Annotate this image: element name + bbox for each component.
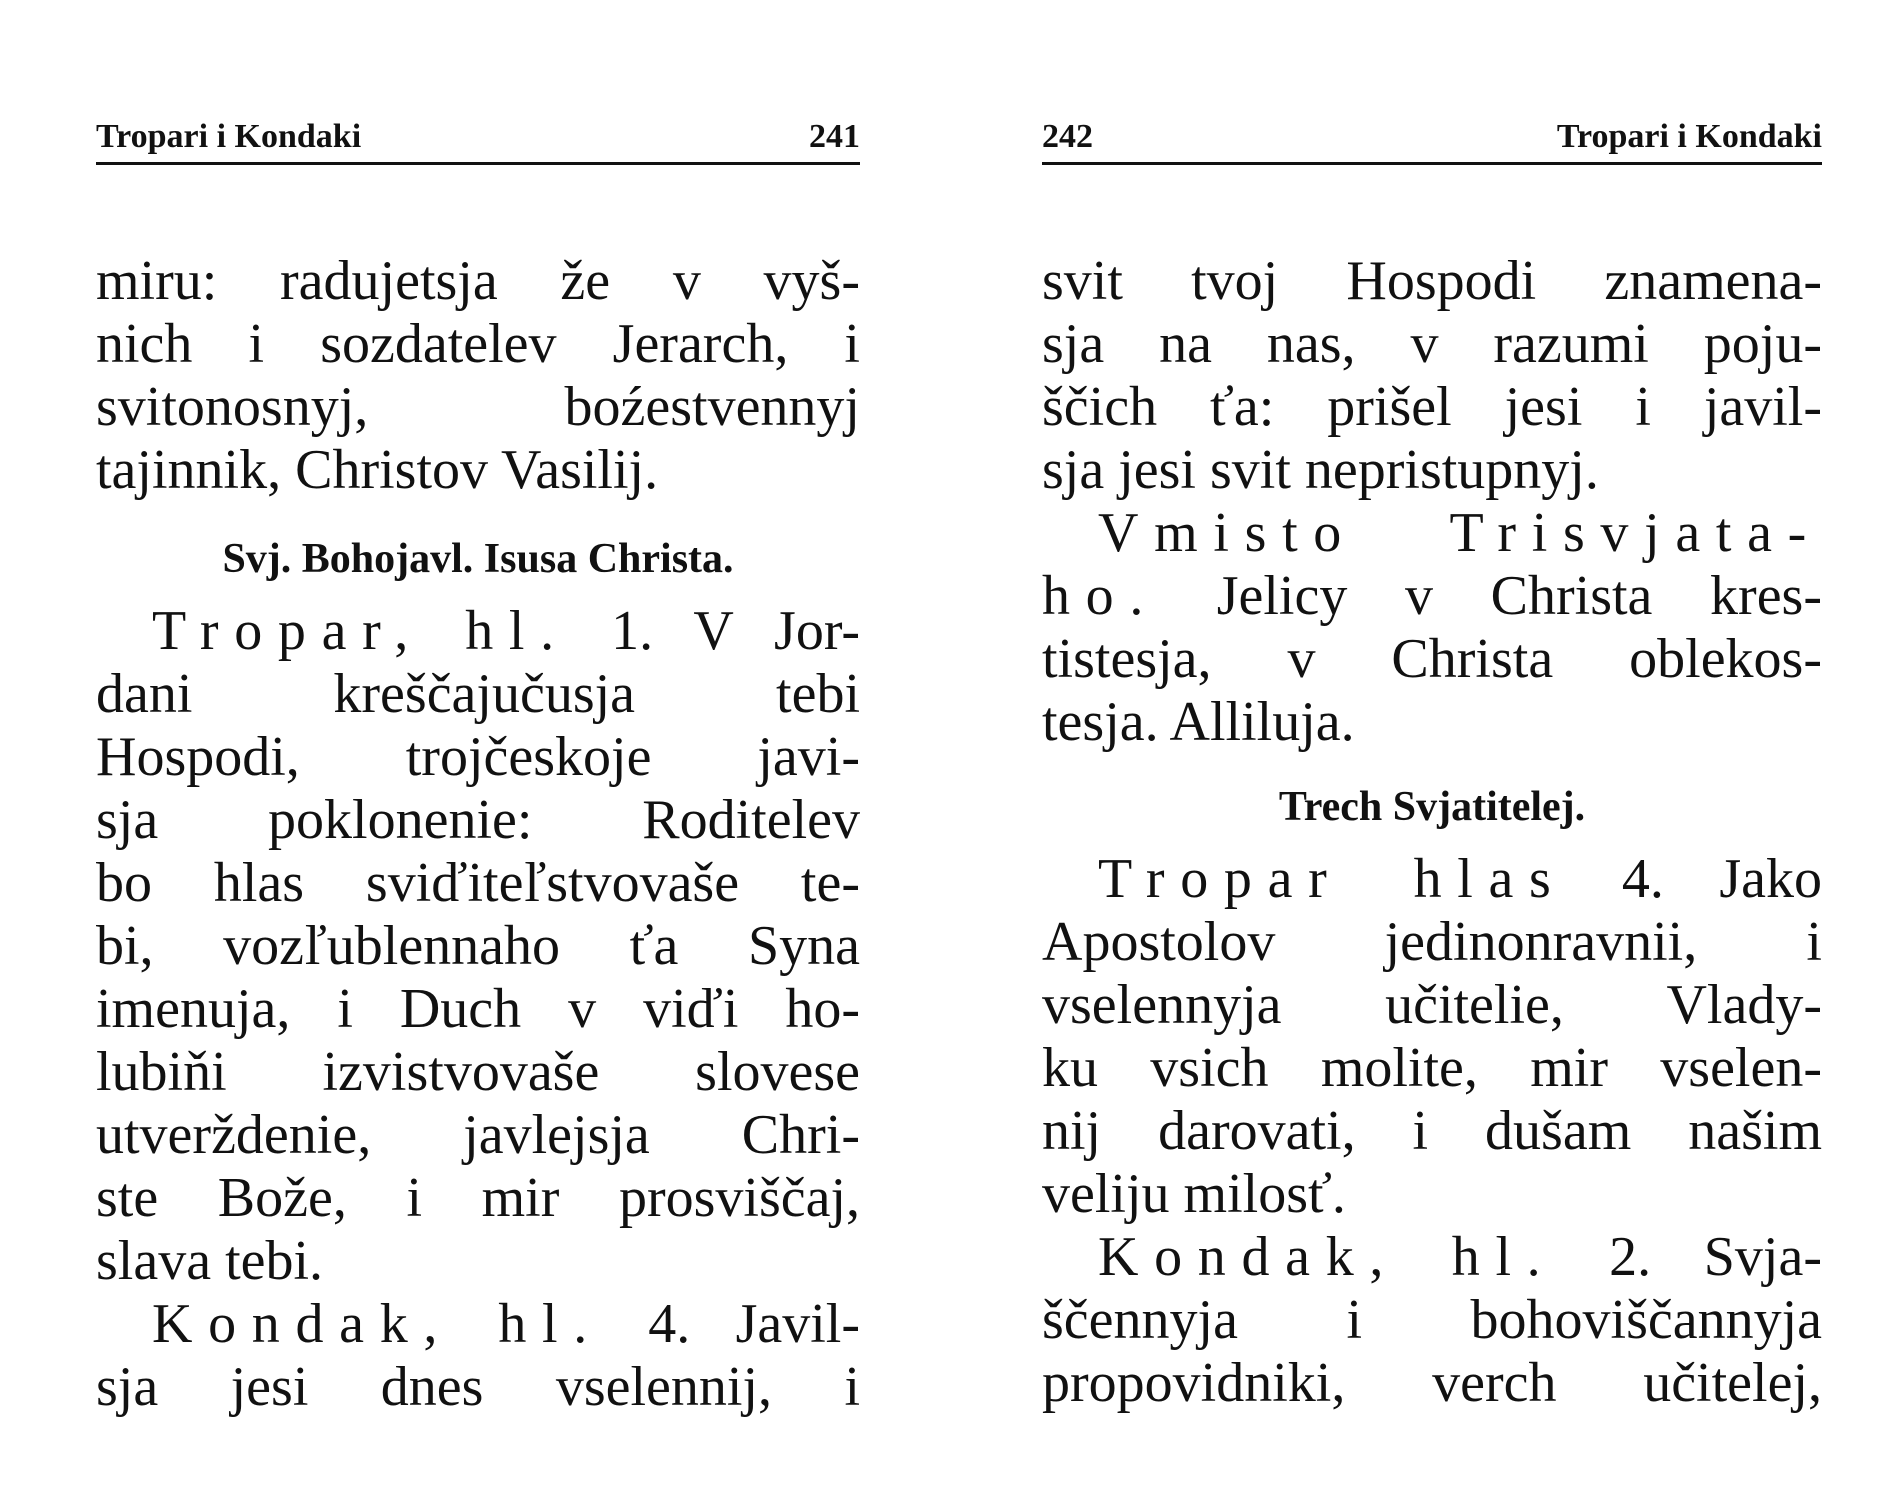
tropar-first-line bbox=[1042, 848, 1822, 911]
tropar-tone: hl. bbox=[465, 600, 570, 662]
right-page bbox=[1042, 0, 1822, 1500]
tropar-first-line bbox=[96, 600, 860, 663]
left-paragraph-1 bbox=[96, 250, 860, 502]
text-line: sja jesi dnes vselennij, i bbox=[96, 1356, 860, 1418]
text-line: propovidniki, verch učitelej, bbox=[1042, 1352, 1822, 1414]
text-line: miru: radujetsja že v vyš- bbox=[96, 250, 860, 312]
kondak-label: Kondak, bbox=[1098, 1226, 1400, 1288]
vmisto-second-line bbox=[1042, 565, 1822, 628]
text-line: imenuja, i Duch v viďi ho- bbox=[96, 978, 860, 1040]
text-line: ščich ťa: prišel jesi i javil- bbox=[1042, 376, 1822, 438]
right-running-title: Tropari i Kondaki bbox=[1556, 118, 1822, 155]
left-page bbox=[96, 0, 860, 1500]
right-page-number: 242 bbox=[1042, 118, 1093, 155]
text-line: tajinnik, Christov Vasilij. bbox=[96, 439, 659, 501]
text-line: bi, vozľublennaho ťa Syna bbox=[96, 915, 860, 977]
left-page-number: 241 bbox=[809, 118, 860, 155]
tropar-label: Tropar hlas bbox=[1098, 848, 1567, 910]
text-line: nich i sozdatelev Jerarch, i bbox=[96, 313, 860, 375]
vmisto-rest: Jelicy v Christa kres- bbox=[1216, 565, 1822, 627]
kondak-first-line bbox=[1042, 1226, 1822, 1289]
kondak-tone: hl. bbox=[1451, 1226, 1557, 1288]
left-running-title: Tropari i Kondaki bbox=[96, 118, 362, 155]
kondak-label: Kondak, bbox=[152, 1293, 454, 1355]
kondak-tone: hl. bbox=[498, 1293, 603, 1355]
text-line: sja na nas, v razumi poju- bbox=[1042, 313, 1822, 375]
left-section-heading: Svj. Bohojavl. Isusa Christa. bbox=[222, 536, 734, 582]
kondak-first-line bbox=[96, 1293, 860, 1356]
right-paragraph-1 bbox=[1042, 250, 1822, 754]
kondak-first-line-rest: 2. Svja- bbox=[1609, 1226, 1822, 1288]
text-line: slava tebi. bbox=[96, 1230, 324, 1292]
right-paragraph-2 bbox=[1042, 848, 1822, 1415]
text-line: Hospodi, trojčeskoje javi- bbox=[96, 726, 860, 788]
vmisto-first-line bbox=[1042, 502, 1822, 565]
tropar-first-line-rest: 1. V Jor- bbox=[611, 600, 861, 662]
left-paragraph-2 bbox=[96, 600, 860, 1419]
text-line: sja jesi svit nepristupnyj. bbox=[1042, 439, 1599, 501]
right-section-heading: Trech Svjatitelej. bbox=[1278, 784, 1586, 830]
text-line: nij darovati, i dušam našim bbox=[1042, 1100, 1822, 1162]
text-line: dani kreščajučusja tebi bbox=[96, 663, 860, 725]
tropar-first-line-rest: 4. Jako bbox=[1621, 848, 1822, 910]
text-line: vselennyja učitelie, Vlady- bbox=[1042, 974, 1822, 1036]
text-line: svit tvoj Hospodi znamena- bbox=[1042, 250, 1822, 312]
text-line: Apostolov jedinonravnii, i bbox=[1042, 911, 1822, 973]
text-line: lubiňi izvistvovaše slovese bbox=[96, 1041, 860, 1103]
text-line: tesja. Alliluja. bbox=[1042, 691, 1355, 753]
text-line: utverždenie, javlejsja Chri- bbox=[96, 1104, 860, 1166]
text-line: svitonosnyj, boźestvennyj bbox=[96, 376, 860, 438]
tropar-label: Tropar, bbox=[152, 600, 424, 662]
right-running-head bbox=[1042, 112, 1822, 165]
text-line: bo hlas sviďiteľstvovaše te- bbox=[96, 852, 860, 914]
text-line: veliju milosť. bbox=[1042, 1163, 1346, 1225]
text-line: ku vsich molite, mir vselen- bbox=[1042, 1037, 1822, 1099]
vmisto-label: Vmisto Trisvjata- bbox=[1098, 502, 1822, 564]
kondak-first-line-rest: 4. Javil- bbox=[648, 1293, 861, 1355]
text-line: sja poklonenie: Roditelev bbox=[96, 789, 860, 851]
text-line: tistesja, v Christa oblekos- bbox=[1042, 628, 1822, 690]
text-line: ščennyja i bohoviščannyja bbox=[1042, 1289, 1822, 1351]
vmisto-label-cont: ho. bbox=[1042, 565, 1160, 627]
left-running-head bbox=[96, 112, 860, 165]
text-line: ste Bože, i mir prosviščaj, bbox=[96, 1167, 860, 1229]
